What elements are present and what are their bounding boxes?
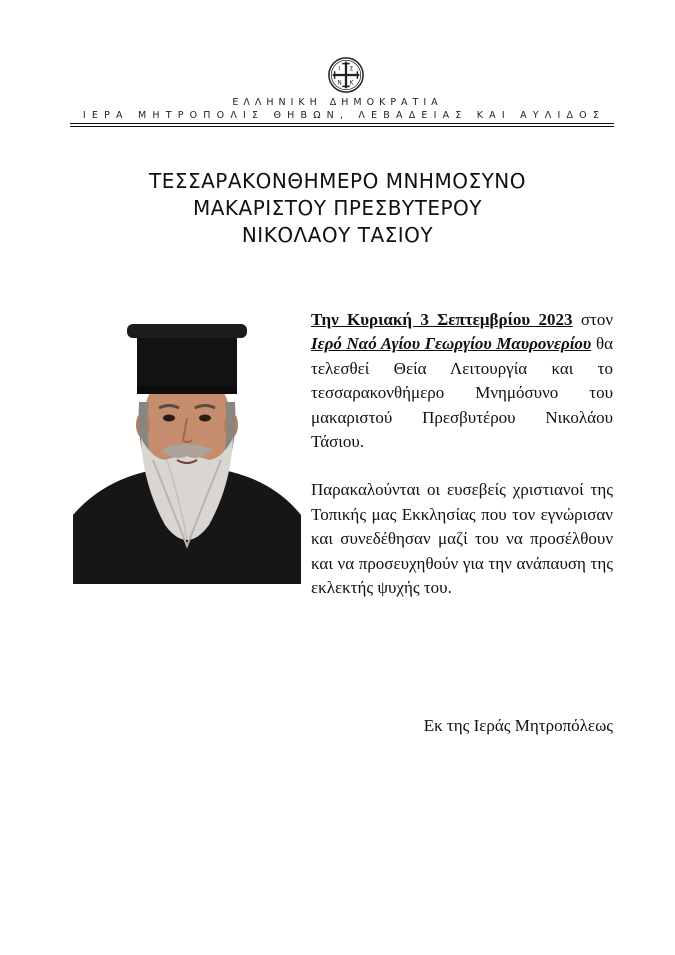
- svg-text:Κ: Κ: [349, 80, 354, 87]
- service-date: Την Κυριακή 3 Σεπτεμβρίου 2023: [311, 310, 573, 329]
- svg-text:Ι: Ι: [338, 66, 341, 73]
- svg-text:Ν: Ν: [337, 80, 342, 87]
- cross-emblem-icon: [327, 56, 365, 94]
- in-word: στον: [580, 310, 614, 329]
- announcement-body: [73, 308, 613, 600]
- header-rule: [70, 123, 614, 124]
- state-line: ΕΛΛΗΝΙΚΗ ΔΗΜΟΚΡΑΤΙΑ: [232, 97, 443, 108]
- paragraph-invitation: Παρακαλούνται οι ευσεβείς χριστιανοί της Τοπικής μας Εκκλησίας που τον εγνώρισαν και συνεδέθησαν μαζί του να προσέλθουν και να προσευχηθούν για την ανάπαυση της εκλεκτής ψυχής του.: [311, 480, 613, 598]
- header-rule-thin: [70, 126, 614, 127]
- metropolis-line: ΙΕΡΑ ΜΗΤΡΟΠΟΛΙΣ ΘΗΒΩΝ, ΛΕΒΑΔΕΙΑΣ ΚΑΙ ΑΥΛΙΔΟΣ: [82, 110, 606, 121]
- svg-text:Σ: Σ: [349, 66, 354, 73]
- church-name: Ιερό Ναό Αγίου Γεωργίου Μαυρονερίου: [311, 334, 592, 354]
- title-line-1: ΤΕΣΣΑΡΑΚΟΝΘΗΜΕΡΟ ΜΝΗΜΟΣΥΝΟ: [148, 169, 526, 193]
- title-line-2: ΜΑΚΑΡΙΣΤΟΥ ΠΡΕΣΒΥΤΕΡΟΥ: [192, 196, 483, 220]
- photo-spacer: [73, 308, 311, 600]
- service-description: θα τελεσθεί Θεία Λειτουργία και το τεσσαρακονθήμερο Μνημόσυνο του μακαριστού Πρεσβυτέρου Νικολάου Τάσιου.: [311, 334, 613, 452]
- announcement-title: [0, 168, 675, 249]
- title-line-3: ΝΙΚΟΛΑΟΥ ΤΑΣΙΟΥ: [241, 223, 434, 247]
- signature: Εκ της Ιεράς Μητροπόλεως: [423, 716, 613, 735]
